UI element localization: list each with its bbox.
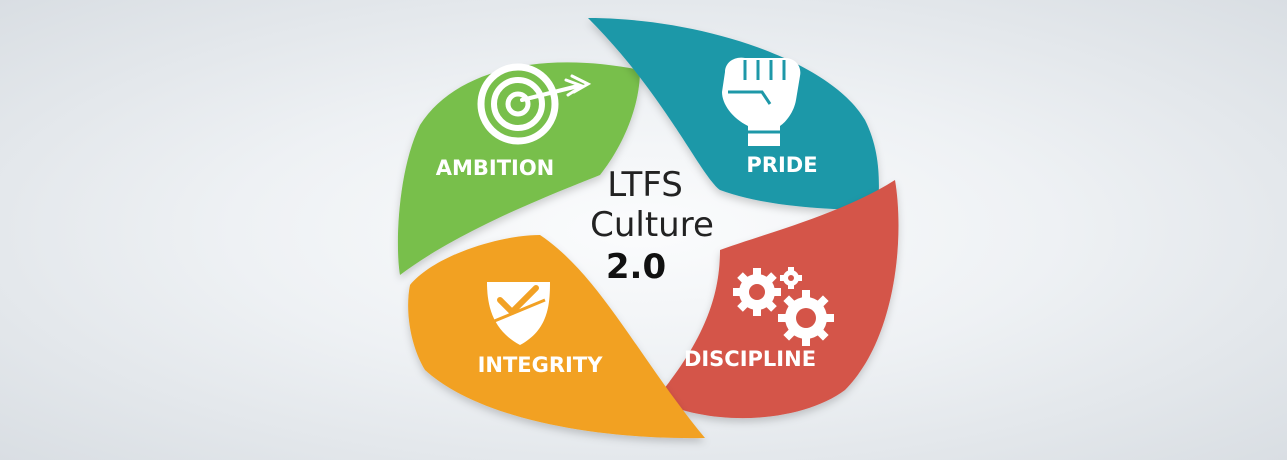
label-ambition: AMBITION (435, 156, 555, 180)
center-title-line1: LTFS (607, 165, 683, 205)
label-pride: PRIDE (746, 153, 818, 177)
center-version: 2.0 (605, 247, 667, 287)
label-discipline: DISCIPLINE (683, 347, 817, 371)
label-integrity: INTEGRITY (477, 353, 603, 377)
center-title-line2: Culture (590, 205, 714, 245)
